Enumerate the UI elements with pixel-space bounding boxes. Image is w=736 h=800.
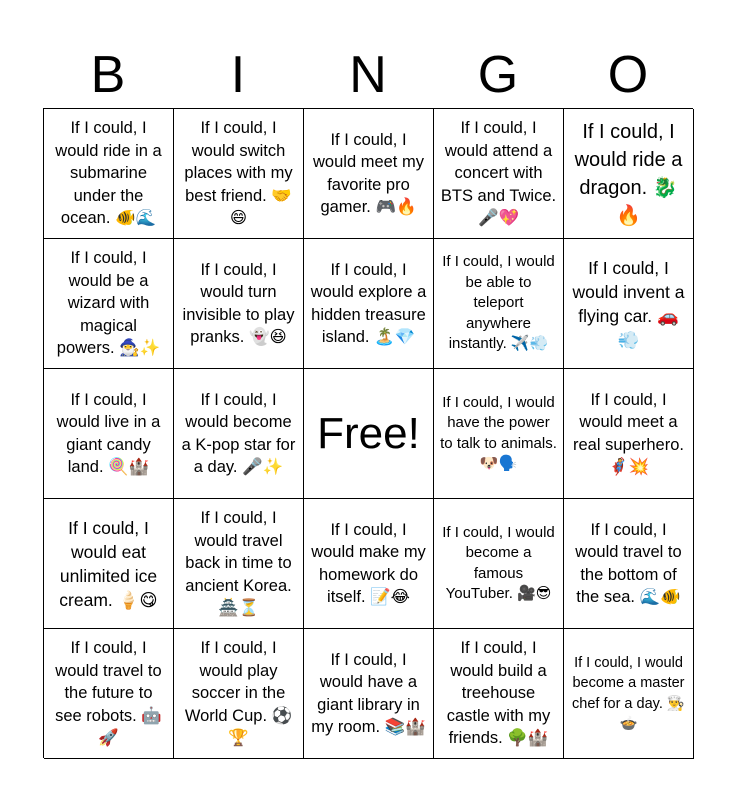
header-letter-o: O <box>607 46 649 104</box>
free-space <box>304 369 434 499</box>
bingo-cell <box>434 499 564 629</box>
cell-text: If I could, I would be able to teleport anywhere instantly. ✈️💨 <box>442 253 555 353</box>
bingo-cell <box>564 629 694 759</box>
bingo-grid <box>43 108 693 758</box>
bingo-cell <box>174 499 304 629</box>
cell-text: If I could, I would turn invisible to play pranks. 👻😆 <box>182 260 295 346</box>
bingo-cell <box>174 109 304 239</box>
cell-text: If I could, I would travel to the bottom of the sea. 🌊🐠 <box>575 520 682 606</box>
bingo-cell <box>304 109 434 239</box>
cell-text: If I could, I would invent a flying car. 🚗💨 <box>572 257 685 350</box>
cell-text: If I could, I would make my homework do itself. 📝😂 <box>311 520 426 606</box>
cell-text: If I could, I would eat unlimited ice cream. 🍦😋 <box>59 517 158 610</box>
cell-text: If I could, I would have the power to talk to animals. 🐶🗣️ <box>440 393 557 472</box>
cell-text: If I could, I would explore a hidden treasure island. 🏝️💎 <box>310 260 427 346</box>
header-letter-g: G <box>477 46 519 104</box>
bingo-cell <box>564 369 694 499</box>
cell-text: If I could, I would become a famous YouTuber. 🎥😎 <box>442 523 555 602</box>
header-letter-n: N <box>349 46 387 104</box>
bingo-cell <box>44 239 174 369</box>
header-letter-b: B <box>90 46 126 104</box>
bingo-cell <box>434 369 564 499</box>
bingo-cell <box>564 499 694 629</box>
cell-text: If I could, I would switch places with my best friend. 🤝😄 <box>184 119 293 228</box>
cell-text: If I could, I would meet my favorite pro gamer. 🎮🔥 <box>313 130 424 216</box>
cell-text: If I could, I would build a treehouse castle with my friends. 🌳🏰 <box>446 639 551 748</box>
cell-text: If I could, I would live in a giant candy land. 🍭🏰 <box>56 390 161 476</box>
bingo-cell <box>174 369 304 499</box>
cell-text: If I could, I would ride a dragon. 🐉🔥 <box>574 120 683 227</box>
bingo-cell <box>304 239 434 369</box>
bingo-cell <box>304 499 434 629</box>
bingo-cell <box>44 499 174 629</box>
cell-text: If I could, I would meet a real superhero. 🦸💥 <box>573 390 684 476</box>
bingo-cell <box>44 109 174 239</box>
bingo-cell <box>304 629 434 759</box>
bingo-cell <box>174 239 304 369</box>
bingo-cell <box>174 629 304 759</box>
bingo-cell <box>564 109 694 239</box>
cell-text: If I could, I would be a wizard with magical powers. 🧙‍♂️✨ <box>56 249 161 358</box>
cell-text: If I could, I would attend a concert with BTS and Twice. 🎤💖 <box>440 119 557 228</box>
cell-text: If I could, I would become a master chef for a day. 👨‍🍳🍲 <box>572 654 685 732</box>
header-letter-i: I <box>230 46 246 104</box>
bingo-header <box>43 40 693 110</box>
cell-text: If I could, I would have a giant library in my room. 📚🏰 <box>311 650 426 736</box>
bingo-cell <box>564 239 694 369</box>
cell-text: If I could, I would travel back in time to ancient Korea. 🏯⏳ <box>185 509 292 618</box>
cell-text: If I could, I would travel to the future to see robots. 🤖🚀 <box>55 639 162 748</box>
bingo-cell <box>434 629 564 759</box>
cell-text: If I could, I would ride in a submarine under the ocean. 🐠🌊 <box>55 119 162 228</box>
cell-text: If I could, I would become a K-pop star for a day. 🎤✨ <box>181 390 296 476</box>
cell-text: Free! <box>317 408 420 458</box>
bingo-cell <box>44 629 174 759</box>
bingo-cell <box>434 109 564 239</box>
bingo-cell <box>434 239 564 369</box>
bingo-cell <box>44 369 174 499</box>
cell-text: If I could, I would play soccer in the World Cup. ⚽🏆 <box>184 639 293 748</box>
